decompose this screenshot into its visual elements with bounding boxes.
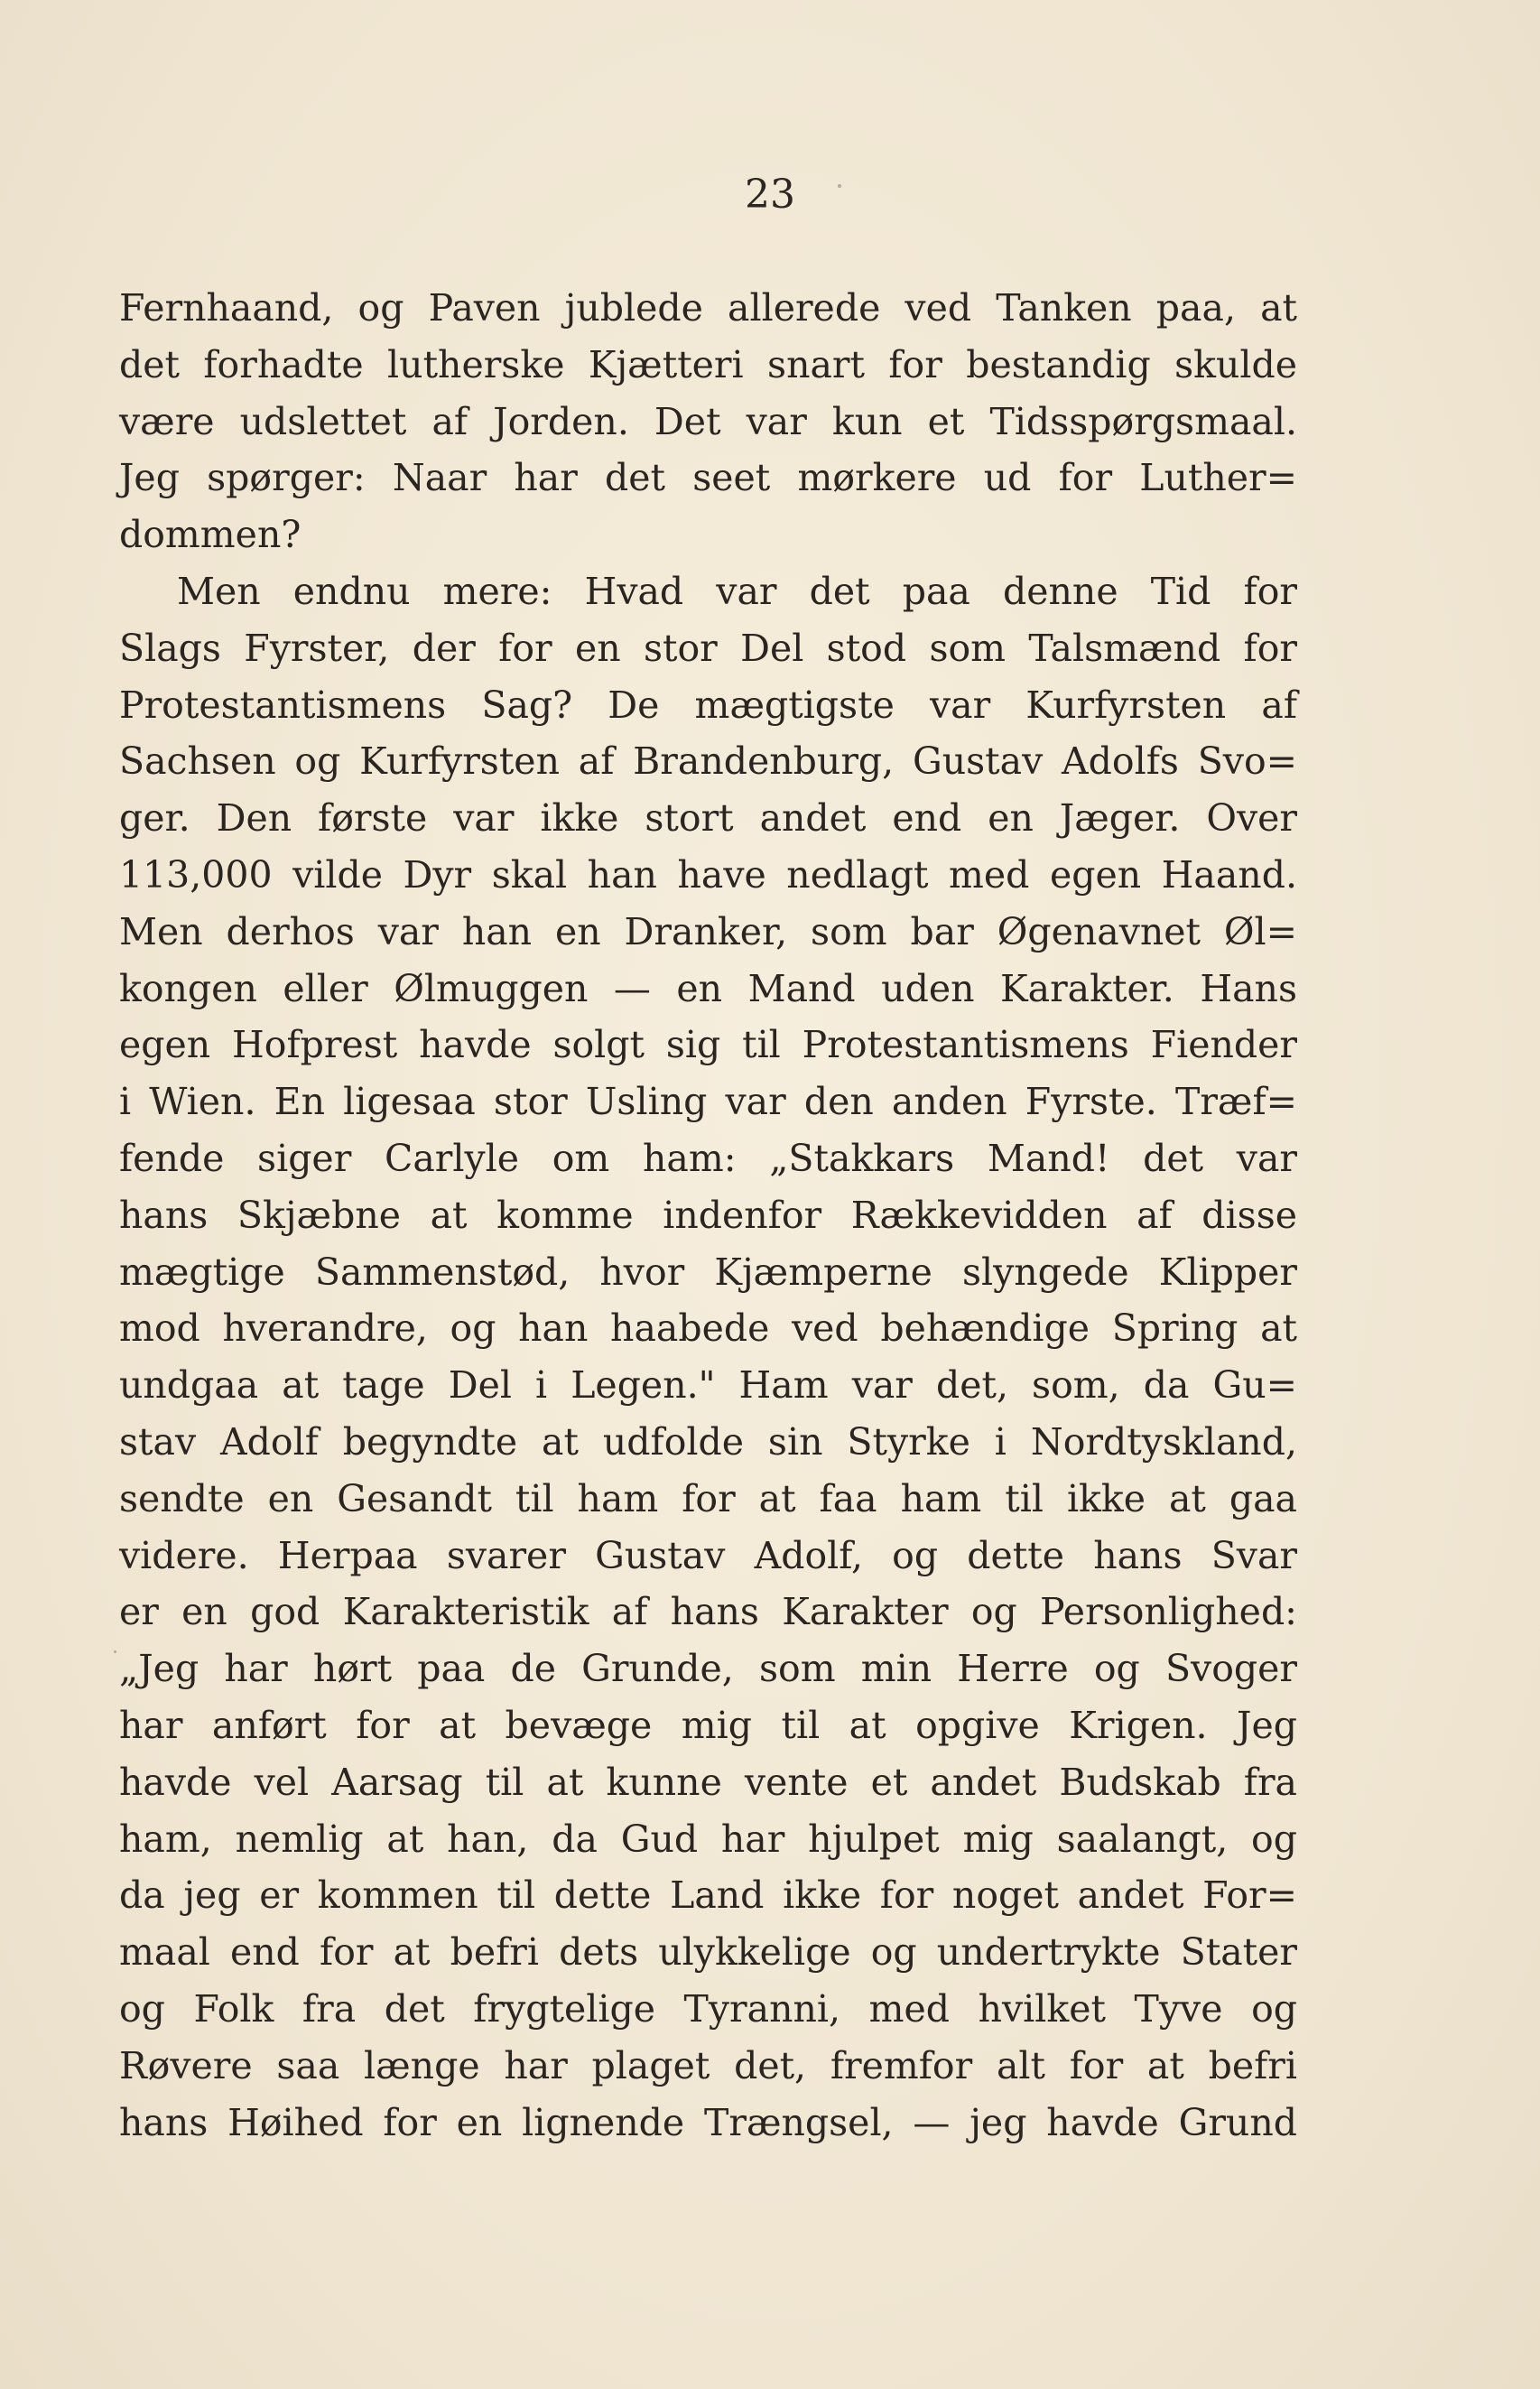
text-line: i Wien. En ligesaa stor Usling var den anden Fyrste. Træf=	[119, 1080, 1297, 1124]
text-line: havde vel Aarsag til at kunne vente et andet Budskab fra	[119, 1760, 1297, 1804]
text-line: hans Høihed for en lignende Trængsel, — jeg havde Grund	[119, 2100, 1297, 2144]
text-line: Men derhos var han en Dranker, som bar Øgenavnet Øl=	[119, 909, 1297, 953]
text-line: ger. Den første var ikke stort andet end en Jæger. Over	[119, 796, 1297, 841]
text-line: ham, nemlig at han, da Gud har hjulpet mig saalangt, og	[119, 1817, 1297, 1861]
text-line: videre. Herpaa svarer Gustav Adolf, og dette hans Svar	[119, 1533, 1297, 1577]
text-line: mod hverandre, og han haabede ved behændige Spring at	[119, 1306, 1297, 1351]
text-line: og Folk fra det frygtelige Tyranni, med hvilket Tyve og	[119, 1986, 1297, 2031]
text-line: Men endnu mere: Hvad var det paa denne Tid for	[177, 569, 1297, 613]
text-line: Slags Fyrster, der for en stor Del stod som Talsmænd for	[119, 626, 1297, 670]
text-line: Fernhaand, og Paven jublede allerede ved Tanken paa, at	[119, 286, 1297, 330]
text-line: fende siger Carlyle om ham: „Stakkars Mand! det var	[119, 1136, 1297, 1180]
text-line: være udslettet af Jorden. Det var kun et Tidsspørgsmaal.	[119, 399, 1297, 443]
text-line: Protestantismens Sag? De mægtigste var Kurfyrsten af	[119, 683, 1297, 727]
page-number: 23	[745, 172, 795, 218]
paper-speck	[114, 1650, 116, 1653]
text-line: Jeg spørger: Naar har det seet mørkere ud for Luther=	[119, 456, 1297, 500]
text-line: kongen eller Ølmuggen — en Mand uden Karakter. Hans	[119, 966, 1297, 1010]
text-line: maal end for at befri dets ulykkelige og undertrykte Stater	[119, 1930, 1297, 1975]
text-line: stav Adolf begyndte at udfolde sin Styrke i Nordtyskland,	[119, 1419, 1297, 1464]
text-line: „Jeg har hørt paa de Grunde, som min Herre og Svoger	[119, 1647, 1297, 1691]
text-line: egen Hofprest havde solgt sig til Protestantismens Fiender	[119, 1023, 1297, 1067]
text-line: mægtige Sammenstød, hvor Kjæmperne slyngede Klipper	[119, 1250, 1297, 1294]
text-line: undgaa at tage Del i Legen." Ham var det, som, da Gu=	[119, 1363, 1297, 1408]
text-line: Røvere saa længe har plaget det, fremfor alt for at befri	[119, 2043, 1297, 2087]
text-line: sendte en Gesandt til ham for at faa ham til ikke at gaa	[119, 1476, 1297, 1520]
text-line: dommen?	[119, 513, 302, 557]
text-line: 113,000 vilde Dyr skal han have nedlagt med egen Haand.	[119, 852, 1297, 897]
body-text	[119, 280, 1297, 2151]
text-line: har anført for at bevæge mig til at opgive Krigen. Jeg	[119, 1703, 1297, 1747]
text-line: hans Skjæbne at komme indenfor Rækkevidden af disse	[119, 1193, 1297, 1237]
text-line: Sachsen og Kurfyrsten af Brandenburg, Gustav Adolfs Svo=	[119, 739, 1297, 784]
text-line: er en god Karakteristik af hans Karakter og Personlighed:	[119, 1590, 1297, 1634]
text-line: da jeg er kommen til dette Land ikke for noget andet For=	[119, 1873, 1297, 1918]
text-line: det forhadte lutherske Kjætteri snart for bestandig skulde	[119, 342, 1297, 386]
